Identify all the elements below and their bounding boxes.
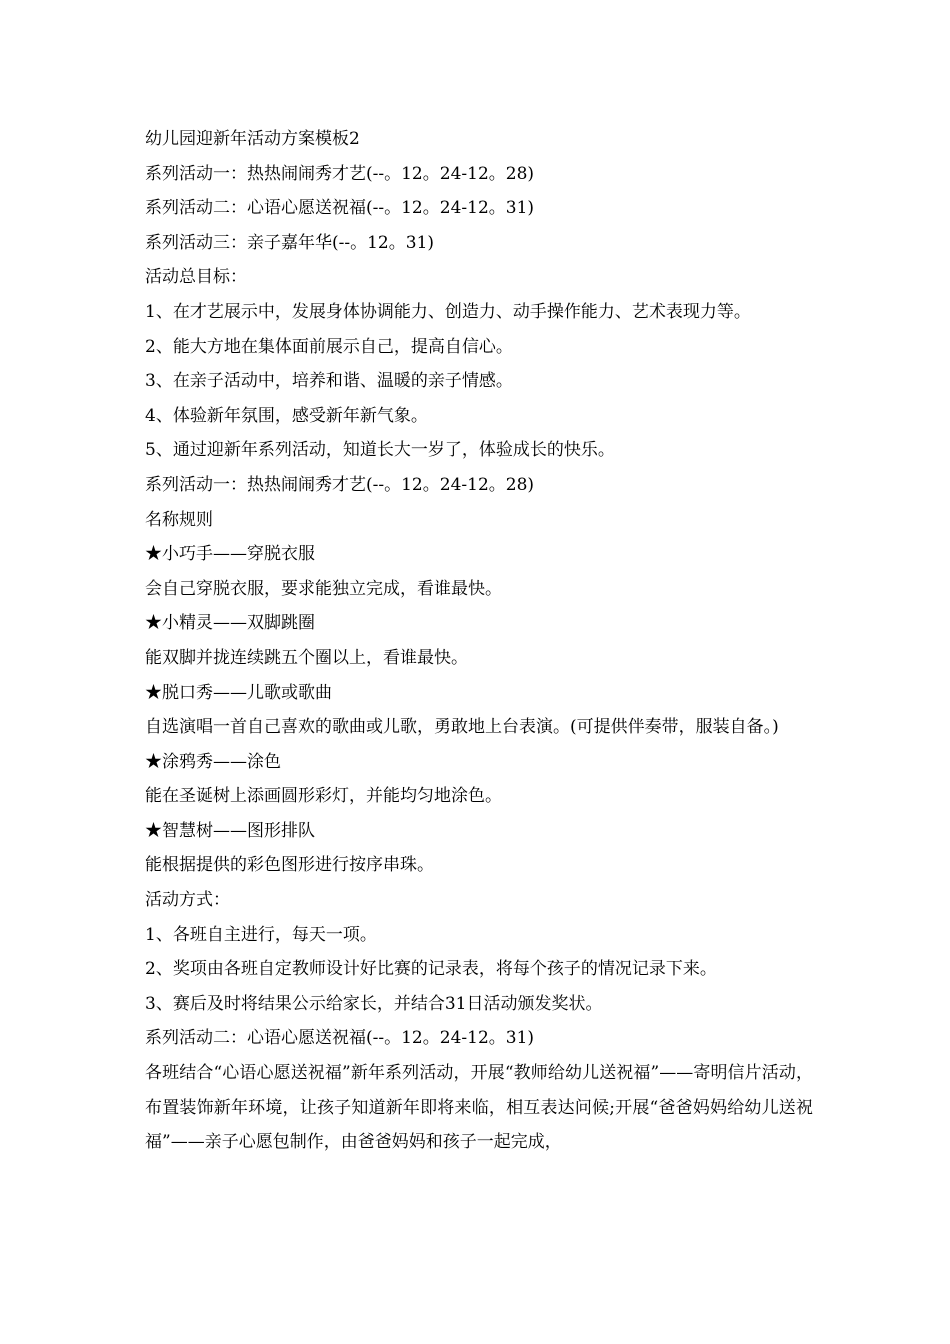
contest-title: ★智慧树——图形排队 (145, 820, 315, 841)
goal-item: 5、通过迎新年系列活动，知道长大一岁了，体验成长的快乐。 (145, 440, 615, 461)
goal-item: 3、在亲子活动中，培养和谐、温暖的亲子情感。 (145, 371, 513, 392)
contest-title: ★小精灵——双脚跳圈 (145, 613, 315, 634)
method-item: 1、各班自主进行，每天一项。 (145, 924, 377, 945)
contest-description: 能根据提供的彩色图形进行按序串珠。 (145, 855, 434, 876)
contest-title: ★涂鸦秀——涂色 (145, 751, 281, 772)
document-title: 幼儿园迎新年活动方案模板2 (145, 129, 360, 149)
goals-heading: 活动总目标： (145, 267, 247, 288)
activity-two-heading: 系列活动二：心语心愿送祝福(--。12。24-12。31) (145, 198, 535, 219)
contest-title: ★脱口秀——儿歌或歌曲 (145, 682, 332, 703)
document-body (145, 122, 813, 1160)
goal-item: 1、在才艺展示中，发展身体协调能力、创造力、动手操作能力、艺术表现力等。 (145, 301, 751, 322)
goal-item: 2、能大方地在集体面前展示自己，提高自信心。 (145, 336, 513, 357)
activity-two-section-heading: 系列活动二：心语心愿送祝福(--。12。24-12。31) (145, 1028, 535, 1049)
activity-three-heading: 系列活动三：亲子嘉年华(--。12。31) (145, 232, 435, 253)
method-item: 3、赛后及时将结果公示给家长，并结合31日活动颁发奖状。 (145, 993, 603, 1014)
method-item: 2、奖项由各班自定教师设计好比赛的记录表，将每个孩子的情况记录下来。 (145, 959, 717, 980)
contest-description: 能双脚并拢连续跳五个圈以上，看谁最快。 (145, 647, 468, 668)
activity-one-section-heading: 系列活动一：热热闹闹秀才艺(--。12。24-12。28) (145, 474, 535, 495)
contest-title: ★小巧手——穿脱衣服 (145, 544, 315, 565)
rules-heading: 名称规则 (145, 509, 213, 530)
activity-two-paragraph: 各班结合“心语心愿送祝福”新年系列活动，开展“教师给幼儿送祝福”——寄明信片活动，布置装饰新年环境，让孩子知道新年即将来临，相互表达问候;开展“爸爸妈妈给幼儿送祝福”——亲子心愿包制作，由爸爸妈妈和孩子一起完成， (145, 1063, 813, 1153)
contest-description: 会自己穿脱衣服，要求能独立完成，看谁最快。 (145, 578, 502, 599)
goal-item: 4、体验新年氛围，感受新年新气象。 (145, 405, 428, 426)
activity-one-heading: 系列活动一：热热闹闹秀才艺(--。12。24-12。28) (145, 163, 535, 184)
method-heading: 活动方式： (145, 890, 230, 911)
contest-description-paragraph: 自选演唱一首自己喜欢的歌曲或儿歌，勇敢地上台表演。(可提供伴奏带，服装自备。) (145, 717, 779, 738)
contest-description: 能在圣诞树上添画圆形彩灯，并能均匀地涂色。 (145, 786, 502, 807)
